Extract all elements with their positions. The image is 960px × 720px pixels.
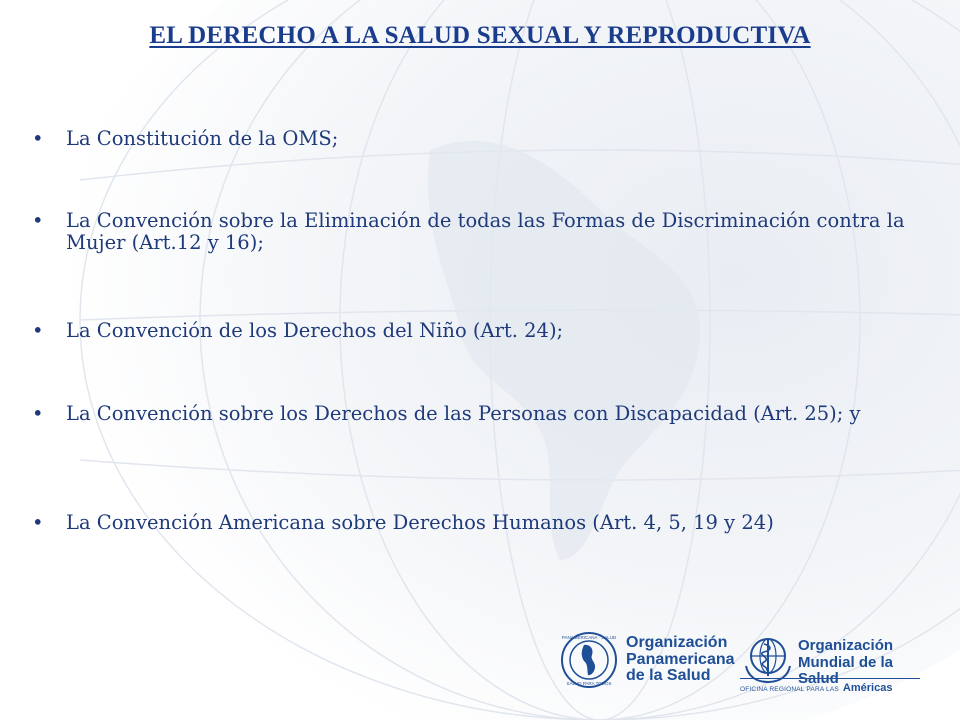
who-emblem-icon — [740, 632, 796, 684]
who-logo — [740, 628, 920, 692]
who-regional-office: OFICINA REGIONAL PARA LAS — [740, 686, 839, 693]
who-name-line2: Mundial de la Salud — [798, 653, 894, 687]
paho-seal-bottom-text: SALUD PARA TODOS — [566, 681, 612, 686]
bullet-item — [30, 403, 930, 425]
bullet-text: La Convención sobre la Eliminación de todas las Formas de Discriminación contra la Mujer (Art.12 y 16); — [66, 209, 905, 254]
who-divider — [740, 678, 920, 679]
paho-seal-top-text: PANAMERICANA · SALUD — [561, 635, 617, 640]
paho-seal-icon — [560, 631, 618, 689]
bullet-text: La Convención sobre los Derechos de las Personas con Discapacidad (Art. 25); y — [66, 402, 861, 425]
bullet-glyph: • — [32, 511, 44, 534]
bullet-glyph: • — [32, 127, 44, 150]
slide-title: EL DERECHO A LA SALUD SEXUAL Y REPRODUCTIVA — [149, 22, 811, 49]
bullet-text: La Constitución de la OMS; — [66, 127, 339, 150]
bullet-item — [30, 512, 930, 534]
who-americas: Américas — [842, 682, 893, 694]
bullet-glyph: • — [32, 319, 44, 342]
paho-name-line3: de la Salud — [626, 667, 711, 685]
logos-footer — [560, 628, 940, 698]
bullet-glyph: • — [32, 402, 44, 425]
paho-name-line2: Panamericana — [626, 650, 735, 668]
who-name-line1: Organización — [798, 637, 894, 654]
bullet-item — [30, 320, 930, 342]
bullet-glyph: • — [32, 209, 44, 232]
bullet-item — [30, 210, 930, 254]
paho-logo — [560, 628, 740, 692]
bullet-text: La Convención de los Derechos del Niño (Art. 24); — [66, 319, 564, 342]
bullet-text: La Convención Americana sobre Derechos Humanos (Art. 4, 5, 19 y 24) — [66, 511, 774, 534]
bullet-item — [30, 128, 930, 150]
paho-name-line1: Organización — [626, 634, 728, 652]
